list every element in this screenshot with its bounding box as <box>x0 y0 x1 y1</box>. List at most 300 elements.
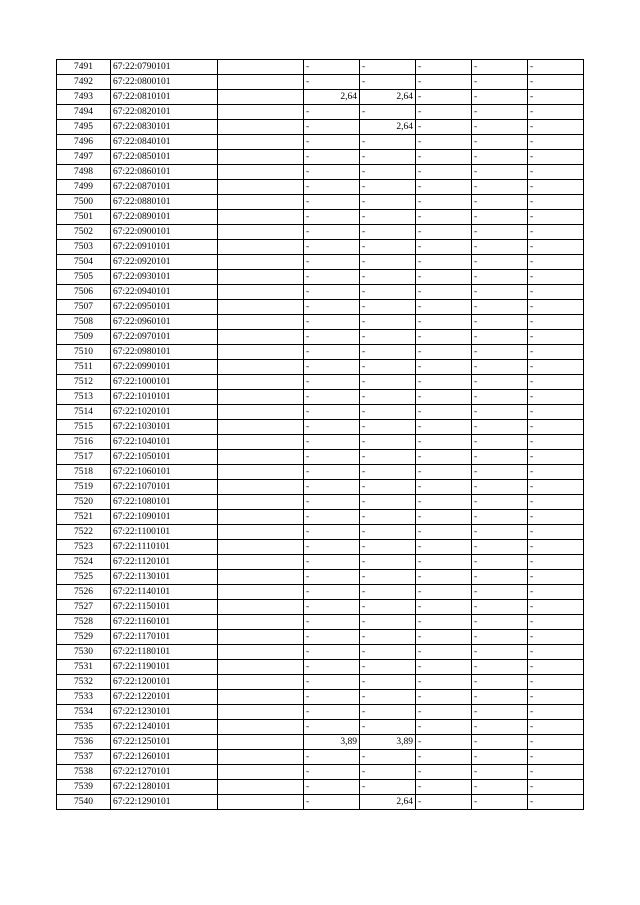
row-number-cell: 7491 <box>57 60 111 75</box>
value-cell-1: - <box>304 75 360 90</box>
value-cell-3: - <box>416 405 472 420</box>
value-cell-2: - <box>360 480 416 495</box>
cadastral-number-cell: 67:22:1180101 <box>111 645 218 660</box>
cadastral-number-cell: 67:22:0820101 <box>111 105 218 120</box>
value-cell-2: - <box>360 780 416 795</box>
value-cell-1: - <box>304 630 360 645</box>
value-cell-4: - <box>472 480 528 495</box>
table-row <box>57 75 584 90</box>
row-number-cell: 7533 <box>57 690 111 705</box>
blank-cell <box>218 750 304 765</box>
value-cell-2: - <box>360 135 416 150</box>
blank-cell <box>218 735 304 750</box>
value-cell-1: - <box>304 180 360 195</box>
row-number-cell: 7517 <box>57 450 111 465</box>
blank-cell <box>218 660 304 675</box>
value-cell-1: - <box>304 510 360 525</box>
value-cell-5: - <box>528 135 584 150</box>
cadastral-number-cell: 67:22:1110101 <box>111 540 218 555</box>
row-number-cell: 7502 <box>57 225 111 240</box>
value-cell-3: - <box>416 555 472 570</box>
value-cell-2: - <box>360 750 416 765</box>
value-cell-4: - <box>472 285 528 300</box>
value-cell-1: - <box>304 405 360 420</box>
cadastral-number-cell: 67:22:1230101 <box>111 705 218 720</box>
value-cell-3: - <box>416 675 472 690</box>
row-number-cell: 7510 <box>57 345 111 360</box>
value-cell-3: - <box>416 705 472 720</box>
table-row <box>57 570 584 585</box>
table-row <box>57 255 584 270</box>
value-cell-1: - <box>304 465 360 480</box>
value-cell-4: - <box>472 135 528 150</box>
blank-cell <box>218 765 304 780</box>
cadastral-number-cell: 67:22:0960101 <box>111 315 218 330</box>
value-cell-5: - <box>528 765 584 780</box>
table-row <box>57 225 584 240</box>
value-cell-3: - <box>416 645 472 660</box>
cadastral-number-cell: 67:22:1160101 <box>111 615 218 630</box>
value-cell-2: - <box>360 435 416 450</box>
value-cell-1: - <box>304 750 360 765</box>
cadastral-number-cell: 67:22:0910101 <box>111 240 218 255</box>
row-number-cell: 7518 <box>57 465 111 480</box>
cadastral-number-cell: 67:22:1290101 <box>111 795 218 810</box>
value-cell-5: - <box>528 510 584 525</box>
value-cell-3: - <box>416 390 472 405</box>
value-cell-4: - <box>472 375 528 390</box>
blank-cell <box>218 270 304 285</box>
row-number-cell: 7494 <box>57 105 111 120</box>
value-cell-5: - <box>528 225 584 240</box>
row-number-cell: 7535 <box>57 720 111 735</box>
value-cell-4: - <box>472 330 528 345</box>
value-cell-1: - <box>304 330 360 345</box>
value-cell-1: - <box>304 60 360 75</box>
cadastral-number-cell: 67:22:0930101 <box>111 270 218 285</box>
cadastral-number-cell: 67:22:1080101 <box>111 495 218 510</box>
value-cell-3: - <box>416 690 472 705</box>
value-cell-5: - <box>528 780 584 795</box>
table-row <box>57 165 584 180</box>
blank-cell <box>218 795 304 810</box>
value-cell-2: - <box>360 765 416 780</box>
blank-cell <box>218 75 304 90</box>
row-number-cell: 7534 <box>57 705 111 720</box>
row-number-cell: 7519 <box>57 480 111 495</box>
value-cell-5: - <box>528 285 584 300</box>
value-cell-4: - <box>472 660 528 675</box>
value-cell-5: - <box>528 240 584 255</box>
value-cell-2: - <box>360 570 416 585</box>
value-cell-4: - <box>472 390 528 405</box>
value-cell-4: - <box>472 765 528 780</box>
value-cell-4: - <box>472 705 528 720</box>
value-cell-2: - <box>360 240 416 255</box>
value-cell-1: - <box>304 660 360 675</box>
value-cell-1: - <box>304 795 360 810</box>
value-cell-5: - <box>528 705 584 720</box>
cadastral-number-cell: 67:22:1240101 <box>111 720 218 735</box>
row-number-cell: 7511 <box>57 360 111 375</box>
value-cell-5: - <box>528 60 584 75</box>
value-cell-4: - <box>472 495 528 510</box>
value-cell-3: - <box>416 135 472 150</box>
value-cell-2: - <box>360 75 416 90</box>
blank-cell <box>218 255 304 270</box>
table-row <box>57 90 584 105</box>
value-cell-5: - <box>528 105 584 120</box>
value-cell-4: - <box>472 585 528 600</box>
blank-cell <box>218 555 304 570</box>
blank-cell <box>218 390 304 405</box>
blank-cell <box>218 540 304 555</box>
table-row <box>57 195 584 210</box>
value-cell-3: - <box>416 495 472 510</box>
table-row <box>57 600 584 615</box>
value-cell-4: - <box>472 570 528 585</box>
value-cell-5: - <box>528 555 584 570</box>
blank-cell <box>218 630 304 645</box>
table-row <box>57 615 584 630</box>
table-row <box>57 645 584 660</box>
value-cell-4: - <box>472 90 528 105</box>
value-cell-4: - <box>472 615 528 630</box>
table-row <box>57 540 584 555</box>
value-cell-2: - <box>360 555 416 570</box>
table-row <box>57 750 584 765</box>
table-row <box>57 435 584 450</box>
cadastral-number-cell: 67:22:1050101 <box>111 450 218 465</box>
cadastral-number-cell: 67:22:0920101 <box>111 255 218 270</box>
row-number-cell: 7536 <box>57 735 111 750</box>
blank-cell <box>218 525 304 540</box>
row-number-cell: 7512 <box>57 375 111 390</box>
blank-cell <box>218 510 304 525</box>
cadastral-number-cell: 67:22:1010101 <box>111 390 218 405</box>
blank-cell <box>218 375 304 390</box>
row-number-cell: 7493 <box>57 90 111 105</box>
value-cell-2: - <box>360 615 416 630</box>
value-cell-1: - <box>304 555 360 570</box>
value-cell-1: - <box>304 375 360 390</box>
row-number-cell: 7537 <box>57 750 111 765</box>
value-cell-2: - <box>360 630 416 645</box>
value-cell-2: - <box>360 660 416 675</box>
blank-cell <box>218 285 304 300</box>
value-cell-1: - <box>304 255 360 270</box>
value-cell-1: 2,64 <box>304 90 360 105</box>
value-cell-4: - <box>472 105 528 120</box>
cadastral-number-cell: 67:22:0900101 <box>111 225 218 240</box>
value-cell-4: - <box>472 540 528 555</box>
value-cell-3: - <box>416 270 472 285</box>
value-cell-2: - <box>360 225 416 240</box>
value-cell-3: - <box>416 225 472 240</box>
row-number-cell: 7504 <box>57 255 111 270</box>
value-cell-3: - <box>416 120 472 135</box>
value-cell-4: - <box>472 720 528 735</box>
value-cell-3: - <box>416 735 472 750</box>
blank-cell <box>218 600 304 615</box>
row-number-cell: 7499 <box>57 180 111 195</box>
cadastral-number-cell: 67:22:1250101 <box>111 735 218 750</box>
row-number-cell: 7521 <box>57 510 111 525</box>
value-cell-5: - <box>528 435 584 450</box>
value-cell-1: - <box>304 420 360 435</box>
table-body <box>57 60 584 810</box>
value-cell-5: - <box>528 405 584 420</box>
value-cell-5: - <box>528 330 584 345</box>
value-cell-3: - <box>416 90 472 105</box>
value-cell-5: - <box>528 390 584 405</box>
value-cell-1: - <box>304 645 360 660</box>
table-row <box>57 765 584 780</box>
value-cell-4: - <box>472 600 528 615</box>
value-cell-5: - <box>528 675 584 690</box>
row-number-cell: 7495 <box>57 120 111 135</box>
table-row <box>57 405 584 420</box>
value-cell-2: - <box>360 345 416 360</box>
cadastral-number-cell: 67:22:0940101 <box>111 285 218 300</box>
value-cell-5: - <box>528 615 584 630</box>
blank-cell <box>218 360 304 375</box>
value-cell-5: - <box>528 540 584 555</box>
value-cell-4: - <box>472 645 528 660</box>
value-cell-1: - <box>304 360 360 375</box>
value-cell-4: - <box>472 255 528 270</box>
row-number-cell: 7526 <box>57 585 111 600</box>
value-cell-4: - <box>472 345 528 360</box>
value-cell-5: - <box>528 180 584 195</box>
value-cell-2: - <box>360 510 416 525</box>
blank-cell <box>218 435 304 450</box>
value-cell-5: - <box>528 645 584 660</box>
blank-cell <box>218 60 304 75</box>
value-cell-5: - <box>528 465 584 480</box>
value-cell-1: - <box>304 390 360 405</box>
table-row <box>57 345 584 360</box>
value-cell-4: - <box>472 240 528 255</box>
table-row <box>57 465 584 480</box>
value-cell-1: - <box>304 150 360 165</box>
row-number-cell: 7507 <box>57 300 111 315</box>
value-cell-5: - <box>528 150 584 165</box>
value-cell-5: - <box>528 750 584 765</box>
value-cell-2: - <box>360 525 416 540</box>
value-cell-2: - <box>360 195 416 210</box>
value-cell-5: - <box>528 660 584 675</box>
value-cell-5: - <box>528 420 584 435</box>
blank-cell <box>218 405 304 420</box>
value-cell-5: - <box>528 165 584 180</box>
value-cell-1: - <box>304 315 360 330</box>
value-cell-2: - <box>360 150 416 165</box>
table-row <box>57 780 584 795</box>
blank-cell <box>218 585 304 600</box>
blank-cell <box>218 315 304 330</box>
cadastral-number-cell: 67:22:1220101 <box>111 690 218 705</box>
row-number-cell: 7508 <box>57 315 111 330</box>
value-cell-1: - <box>304 210 360 225</box>
value-cell-1: - <box>304 435 360 450</box>
row-number-cell: 7538 <box>57 765 111 780</box>
value-cell-2: - <box>360 450 416 465</box>
value-cell-5: - <box>528 75 584 90</box>
value-cell-1: - <box>304 720 360 735</box>
value-cell-4: - <box>472 165 528 180</box>
table-row <box>57 720 584 735</box>
value-cell-4: - <box>472 750 528 765</box>
value-cell-1: - <box>304 345 360 360</box>
value-cell-3: - <box>416 570 472 585</box>
value-cell-2: - <box>360 675 416 690</box>
cadastral-number-cell: 67:22:0840101 <box>111 135 218 150</box>
row-number-cell: 7496 <box>57 135 111 150</box>
value-cell-4: - <box>472 195 528 210</box>
value-cell-2: - <box>360 465 416 480</box>
value-cell-5: - <box>528 375 584 390</box>
cadastral-number-cell: 67:22:0830101 <box>111 120 218 135</box>
row-number-cell: 7539 <box>57 780 111 795</box>
row-number-cell: 7515 <box>57 420 111 435</box>
value-cell-3: - <box>416 210 472 225</box>
cadastral-number-cell: 67:22:0970101 <box>111 330 218 345</box>
value-cell-4: - <box>472 795 528 810</box>
blank-cell <box>218 705 304 720</box>
value-cell-2: - <box>360 390 416 405</box>
value-cell-4: - <box>472 210 528 225</box>
table-row <box>57 270 584 285</box>
table-row <box>57 375 584 390</box>
value-cell-5: - <box>528 450 584 465</box>
value-cell-4: - <box>472 270 528 285</box>
value-cell-2: - <box>360 330 416 345</box>
cadastral-number-cell: 67:22:0850101 <box>111 150 218 165</box>
value-cell-4: - <box>472 300 528 315</box>
value-cell-3: - <box>416 285 472 300</box>
value-cell-3: - <box>416 165 472 180</box>
table-row <box>57 180 584 195</box>
value-cell-1: - <box>304 765 360 780</box>
value-cell-3: - <box>416 540 472 555</box>
value-cell-5: - <box>528 525 584 540</box>
value-cell-4: - <box>472 225 528 240</box>
value-cell-3: - <box>416 180 472 195</box>
value-cell-3: - <box>416 60 472 75</box>
table-row <box>57 150 584 165</box>
value-cell-5: - <box>528 315 584 330</box>
table-row <box>57 735 584 750</box>
value-cell-2: - <box>360 720 416 735</box>
value-cell-1: - <box>304 105 360 120</box>
value-cell-2: - <box>360 270 416 285</box>
value-cell-3: - <box>416 585 472 600</box>
value-cell-5: - <box>528 630 584 645</box>
value-cell-1: - <box>304 570 360 585</box>
row-number-cell: 7500 <box>57 195 111 210</box>
row-number-cell: 7520 <box>57 495 111 510</box>
row-number-cell: 7509 <box>57 330 111 345</box>
row-number-cell: 7530 <box>57 645 111 660</box>
value-cell-2: - <box>360 600 416 615</box>
value-cell-4: - <box>472 360 528 375</box>
value-cell-4: - <box>472 435 528 450</box>
cadastral-number-cell: 67:22:0880101 <box>111 195 218 210</box>
row-number-cell: 7516 <box>57 435 111 450</box>
value-cell-2: - <box>360 375 416 390</box>
row-number-cell: 7503 <box>57 240 111 255</box>
value-cell-1: 3,89 <box>304 735 360 750</box>
value-cell-1: - <box>304 615 360 630</box>
cadastral-number-cell: 67:22:1090101 <box>111 510 218 525</box>
cadastral-number-cell: 67:22:1190101 <box>111 660 218 675</box>
value-cell-4: - <box>472 675 528 690</box>
cadastral-number-cell: 67:22:1000101 <box>111 375 218 390</box>
value-cell-3: - <box>416 480 472 495</box>
cadastral-number-cell: 67:22:0800101 <box>111 75 218 90</box>
value-cell-1: - <box>304 480 360 495</box>
value-cell-5: - <box>528 480 584 495</box>
value-cell-2: - <box>360 180 416 195</box>
value-cell-2: - <box>360 105 416 120</box>
table-row <box>57 495 584 510</box>
blank-cell <box>218 195 304 210</box>
value-cell-4: - <box>472 120 528 135</box>
blank-cell <box>218 330 304 345</box>
row-number-cell: 7540 <box>57 795 111 810</box>
blank-cell <box>218 420 304 435</box>
value-cell-3: - <box>416 195 472 210</box>
value-cell-3: - <box>416 105 472 120</box>
value-cell-5: - <box>528 90 584 105</box>
value-cell-1: - <box>304 600 360 615</box>
table-row <box>57 675 584 690</box>
row-number-cell: 7497 <box>57 150 111 165</box>
value-cell-2: - <box>360 285 416 300</box>
table-row <box>57 450 584 465</box>
row-number-cell: 7506 <box>57 285 111 300</box>
cadastral-number-cell: 67:22:0890101 <box>111 210 218 225</box>
blank-cell <box>218 720 304 735</box>
value-cell-2: 2,64 <box>360 90 416 105</box>
value-cell-1: - <box>304 195 360 210</box>
value-cell-1: - <box>304 285 360 300</box>
value-cell-2: - <box>360 60 416 75</box>
value-cell-5: - <box>528 195 584 210</box>
value-cell-4: - <box>472 75 528 90</box>
value-cell-5: - <box>528 345 584 360</box>
value-cell-1: - <box>304 270 360 285</box>
value-cell-4: - <box>472 525 528 540</box>
value-cell-5: - <box>528 570 584 585</box>
value-cell-2: - <box>360 165 416 180</box>
row-number-cell: 7492 <box>57 75 111 90</box>
value-cell-4: - <box>472 150 528 165</box>
table-row <box>57 525 584 540</box>
value-cell-5: - <box>528 795 584 810</box>
value-cell-2: - <box>360 210 416 225</box>
value-cell-1: - <box>304 135 360 150</box>
table-row <box>57 585 584 600</box>
row-number-cell: 7531 <box>57 660 111 675</box>
value-cell-3: - <box>416 615 472 630</box>
value-cell-4: - <box>472 60 528 75</box>
cadastral-number-cell: 67:22:0860101 <box>111 165 218 180</box>
table-row <box>57 240 584 255</box>
blank-cell <box>218 135 304 150</box>
row-number-cell: 7498 <box>57 165 111 180</box>
